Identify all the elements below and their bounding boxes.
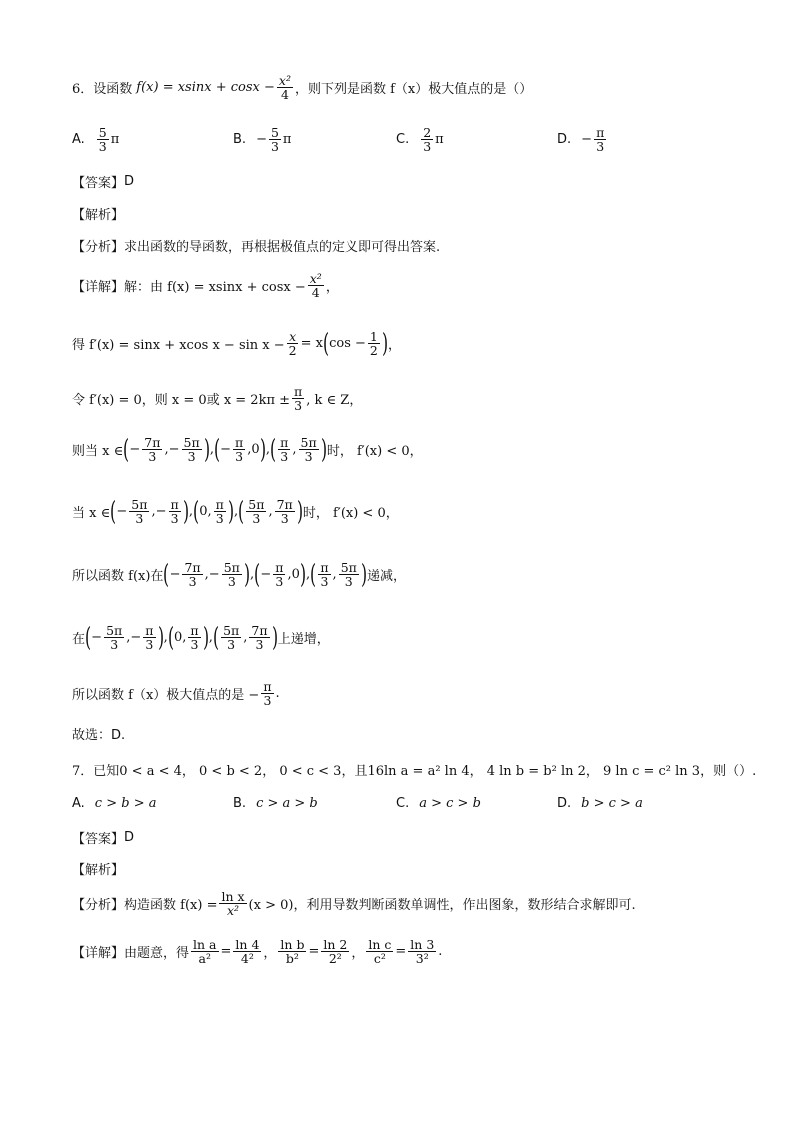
- right-paren: ): [296, 496, 303, 527]
- pi-symbol: π: [435, 132, 444, 148]
- fraction: $\frac{\pi}{3}$: [275, 560, 284, 590]
- interval-set: [110, 498, 303, 525]
- q7-fenxi: 【分析】 构造函数 f(x) = $\frac{\text{ln x}}{\text{x²}}$ (x > 0)，利用导数判断函数单调性，作出图象，数形结合求解即可.: [72, 889, 636, 919]
- q6-stem: [72, 74, 532, 101]
- interval-endpoint: − $\frac{5\pi}{3}$: [91, 623, 123, 653]
- q7-answer-line: 【答案】 D: [72, 830, 135, 847]
- interval: [193, 498, 234, 525]
- q6-detail-line-4: 则当 x ∈ ( − $\frac{7\pi}{3}$ , − $\frac{5\pi}{3}$ ) , ( − $\frac{\pi}{3}$ , 0 ) , ( $\frac{\pi}{3}$ , $\frac{5\pi}{3}$ ) 时， f′(x) < 0，: [72, 434, 423, 465]
- q7-stem: 7．已知0 < a < 4， 0 < b < 2， 0 < c < 3，且16ln a = a² ln 4， 4 ln b = b² ln 2， 9 ln c = c² ln 3，则（）.: [72, 764, 757, 779]
- comma: ,: [188, 504, 194, 520]
- q6-answer: D: [124, 174, 135, 189]
- fraction: $\frac{5\pi}{3}$: [106, 623, 123, 653]
- fraction: $\frac{\pi}{3}$: [170, 497, 179, 527]
- q6-function-fraction: $\frac{\text{x²}}{4}$: [278, 73, 291, 103]
- interval-endpoint: − $\frac{\pi}{3}$: [220, 435, 244, 465]
- interval-endpoint: [297, 436, 321, 463]
- q6-fenxi-text: 求出函数的导函数，再根据极值点的定义即可得出答案.: [124, 240, 441, 255]
- comma: ,: [265, 442, 270, 458]
- interval-endpoint: − $\frac{7\pi}{3}$: [129, 435, 161, 465]
- q6-fenxi: 【分析】 求出函数的导函数，再根据极值点的定义即可得出答案.: [72, 236, 440, 255]
- option-label: A.: [72, 796, 85, 811]
- left-paren: (: [214, 434, 221, 465]
- q7-option: [72, 796, 156, 811]
- interval: [254, 561, 306, 588]
- fraction: $\frac{7\pi}{3}$: [184, 560, 201, 590]
- right-paren: ): [320, 434, 327, 465]
- minus-sign: −: [581, 132, 593, 148]
- comma: ,: [250, 567, 255, 583]
- interval-endpoint: − $\frac{\pi}{3}$: [155, 497, 179, 527]
- interval-endpoint: − $\frac{\pi}{3}$: [260, 560, 284, 590]
- left-paren: (: [193, 496, 200, 527]
- answer-tag: 【答案】: [72, 176, 125, 191]
- interval: [123, 436, 210, 463]
- fraction: $\frac{\text{ln x}}{\text{x²}}$: [221, 889, 245, 919]
- fraction: $\frac{5}{3}$: [98, 125, 107, 155]
- interval-endpoint: [186, 624, 202, 651]
- fraction: $\frac{\pi}{3}$: [596, 125, 605, 155]
- right-paren: ): [299, 559, 306, 590]
- comma: ,: [126, 630, 131, 646]
- comma: ，: [263, 946, 277, 962]
- interval-endpoint: [219, 624, 243, 651]
- fraction: $\frac{\pi}{3}$: [190, 623, 199, 653]
- left-paren: (: [310, 559, 317, 590]
- interval: [110, 498, 189, 525]
- comma: ,: [163, 630, 168, 646]
- q6-detail-line-2: 得 f′(x) = sinx + xcos x − sin x − $\frac{x}{2}$ = x ( cos − $\frac{1}{2}$ ) ，: [72, 328, 402, 359]
- left-paren: (: [163, 559, 170, 590]
- q6-option: [72, 126, 119, 153]
- option-text: c > b > a: [94, 796, 157, 811]
- interval: [213, 624, 278, 651]
- interval-endpoint: 0: [173, 630, 183, 646]
- interval-endpoint: − $\frac{5\pi}{3}$: [116, 497, 148, 527]
- interval-endpoint: 0: [251, 442, 260, 458]
- interval-endpoint: [247, 624, 271, 651]
- equals-sign: =: [395, 944, 407, 960]
- right-paren: ): [271, 622, 278, 653]
- option-label: C.: [396, 796, 410, 811]
- left-paren: (: [254, 559, 261, 590]
- left-paren: (: [322, 328, 330, 359]
- fraction: $\frac{5\pi}{3}$: [223, 623, 240, 653]
- q6-answer-line: [72, 172, 134, 191]
- fraction: $\frac{5\pi}{3}$: [300, 435, 317, 465]
- option-label: D.: [557, 132, 572, 148]
- right-paren: ): [381, 328, 388, 359]
- q7-option: [396, 796, 481, 811]
- comma: ,: [208, 630, 213, 646]
- interval-endpoint: − $\frac{5\pi}{3}$: [168, 435, 200, 465]
- q6-detail-line-3: 令 f′(x) = 0，则 x = 0或 x = 2kπ ± $\frac{\pi}{3}$ , k ∈ Z，: [72, 384, 363, 414]
- q7-answer: D: [124, 830, 135, 845]
- q7-detail: 【详解】 由题意，得 $\frac{\text{ln a}}{\text{a²}}$ = $\frac{\ln 4}{\text{4²}}$ ， $\frac{\text{ln b}}{\text{b²}}$ = $\frac{\ln 2}{\text{2²}}$ ， $\frac{\text{ln c}}{\text{c²}}$ = $\frac{\ln 3}{\text{3²}}$ .: [72, 937, 443, 967]
- right-paren: ): [227, 496, 234, 527]
- option-text: b > c > a: [581, 796, 643, 811]
- fraction: $\frac{\text{ln c}}{\text{c²}}$: [368, 937, 392, 967]
- left-paren: (: [270, 434, 277, 465]
- comma: ,: [151, 504, 156, 520]
- option-label: B.: [233, 796, 247, 811]
- fraction: $\frac{\pi}{3}$: [280, 435, 289, 465]
- left-paren: (: [167, 622, 174, 653]
- option-text: a > c > b: [419, 796, 481, 811]
- comma: ,: [164, 442, 169, 458]
- right-paren: ): [243, 559, 250, 590]
- interval: [163, 561, 250, 588]
- interval: [214, 436, 266, 463]
- q7-option: [233, 796, 318, 811]
- fraction: $\frac{5\pi}{3}$: [340, 560, 357, 590]
- equals-sign: =: [308, 944, 320, 960]
- fraction: $\frac{5}{3}$: [270, 125, 279, 155]
- option-text: c > a > b: [256, 796, 318, 811]
- q7-option: [557, 796, 643, 811]
- left-paren: (: [123, 434, 130, 465]
- comma: ,: [287, 567, 292, 583]
- interval: [238, 498, 303, 525]
- right-paren: ): [259, 434, 266, 465]
- fraction: $\frac{\ln 3}{\text{3²}}$: [410, 937, 435, 967]
- interval-endpoint: − $\frac{5\pi}{3}$: [208, 560, 240, 590]
- fraction: $\frac{\pi}{3}$: [145, 623, 154, 653]
- q6-option: [396, 126, 444, 153]
- interval-endpoint: 0: [199, 504, 208, 520]
- comma: ,: [207, 504, 212, 520]
- fraction: $\frac{\pi}{3}$: [235, 435, 244, 465]
- right-paren: ): [157, 622, 164, 653]
- interval-endpoint: − $\frac{7\pi}{3}$: [169, 560, 201, 590]
- comma: ,: [243, 630, 248, 646]
- q6-detail-line-7: 在 ( − $\frac{5\pi}{3}$ , − $\frac{\pi}{3}$ ) , ( 0 , $\frac{\pi}{3}$ ) , ( $\frac{5\pi}{3}$ , $\frac{7\pi}{3}$ ) 上递增，: [72, 622, 330, 653]
- fraction: $\frac{\text{x²}}{4}$: [309, 271, 322, 301]
- q6-detail-line-5: 当 x ∈ ( − $\frac{5\pi}{3}$ , − $\frac{\pi}{3}$ ) , ( 0 , $\frac{\pi}{3}$ ) , ( $\frac{5\pi}{3}$ , $\frac{7\pi}{3}$ ) 时， f′(x) < 0，: [72, 496, 399, 527]
- interval-endpoint: [337, 561, 361, 588]
- fraction: $\frac{\pi}{3}$: [215, 497, 224, 527]
- q6-choose: 故选：D.: [72, 728, 126, 743]
- fraction: $\frac{\text{ln a}}{\text{a²}}$: [193, 937, 217, 967]
- fraction: $\frac{7\pi}{3}$: [144, 435, 161, 465]
- q7-analysis-tag: 【解析】: [72, 863, 125, 878]
- fraction: $\frac{5\pi}{3}$: [223, 560, 240, 590]
- comma: ,: [182, 630, 187, 646]
- left-paren: (: [85, 622, 92, 653]
- interval-endpoint: 0: [291, 567, 300, 583]
- left-paren: (: [212, 622, 220, 653]
- comma: ,: [332, 567, 337, 583]
- interval-endpoint: − $\frac{\pi}{3}$: [130, 623, 154, 653]
- comma: ,: [204, 567, 209, 583]
- decreasing-intervals: [123, 436, 327, 463]
- option-label: B.: [233, 132, 247, 148]
- option-label: A.: [72, 132, 85, 148]
- q6-stem-prefix: 6．设函数: [72, 82, 133, 98]
- fraction: $\frac{7\pi}{3}$: [251, 623, 268, 653]
- fraction: $\frac{5\pi}{3}$: [183, 435, 200, 465]
- interval-endpoint: [244, 498, 268, 525]
- fraction: $\frac{\pi}{3}$: [263, 679, 272, 709]
- fraction: $\frac{\pi}{3}$: [320, 560, 329, 590]
- q6-stem-suffix: ，则下列是函数 f（x）极大值点的是（）: [294, 82, 533, 98]
- fraction: $\frac{5\pi}{3}$: [248, 497, 265, 527]
- interval: [85, 624, 164, 651]
- fraction: $\frac{\text{ln b}}{\text{b²}}$: [280, 937, 305, 967]
- fraction: $\frac{7\pi}{3}$: [276, 497, 293, 527]
- interval: [168, 624, 209, 651]
- q6-analysis-tag: 【解析】: [72, 208, 125, 223]
- q6-detail-line-1: 【详解】 解：由 f(x) = xsinx + cosx − $\frac{\text{x²}}{4}$ ，: [72, 271, 339, 301]
- comma: ,: [306, 567, 311, 583]
- interval: [310, 561, 367, 588]
- interval-endpoint: [212, 498, 228, 525]
- option-label: C.: [396, 132, 410, 148]
- q6-detail-line-6: 所以函数 f(x)在 ( − $\frac{7\pi}{3}$ , − $\frac{5\pi}{3}$ ) , ( − $\frac{\pi}{3}$ , 0 ) , ( $\frac{\pi}{3}$ , $\frac{5\pi}{3}$ ) 递减，: [72, 559, 407, 590]
- increasing-intervals: [85, 624, 278, 651]
- interval-endpoint: [276, 436, 292, 463]
- pi-symbol: π: [110, 132, 120, 148]
- fraction: $\frac{5\pi}{3}$: [131, 497, 148, 527]
- fraction: $\frac{x}{2}$: [288, 329, 297, 359]
- q7-fraction-equalities: [189, 938, 438, 965]
- fraction: $\frac{\ln 2}{\text{2²}}$: [323, 937, 348, 967]
- comma: ,: [292, 442, 297, 458]
- option-label: D.: [557, 796, 572, 811]
- interval-endpoint: [316, 561, 332, 588]
- right-paren: ): [203, 434, 210, 465]
- interval: [270, 436, 327, 463]
- right-paren: ): [360, 559, 367, 590]
- fraction: $\frac{\ln 4}{\text{4²}}$: [235, 937, 260, 967]
- minus-sign: −: [256, 132, 267, 148]
- comma: ,: [233, 504, 239, 520]
- q6-option: [233, 126, 291, 153]
- decreasing-intervals: [163, 561, 367, 588]
- fraction: $\frac{2}{3}$: [423, 125, 432, 155]
- comma: ，: [351, 946, 365, 962]
- interval-endpoint: [273, 498, 297, 525]
- right-paren: ): [202, 622, 209, 653]
- pi-symbol: π: [282, 132, 292, 148]
- q6-detail-line-8: 所以函数 f（x）极大值点的是 − $\frac{\pi}{3}$ .: [72, 679, 280, 709]
- q6-option: [557, 126, 608, 153]
- left-paren: (: [238, 496, 245, 527]
- left-paren: (: [110, 496, 117, 527]
- comma: ,: [268, 504, 273, 520]
- comma: ,: [247, 442, 252, 458]
- comma: ,: [209, 442, 214, 458]
- q6-function: f(x) = xsinx + cosx −: [136, 80, 275, 96]
- fraction: $\frac{1}{2}$: [369, 329, 378, 359]
- right-paren: ): [182, 496, 189, 527]
- equals-sign: =: [220, 944, 232, 960]
- fraction: $\frac{\pi}{3}$: [294, 384, 303, 414]
